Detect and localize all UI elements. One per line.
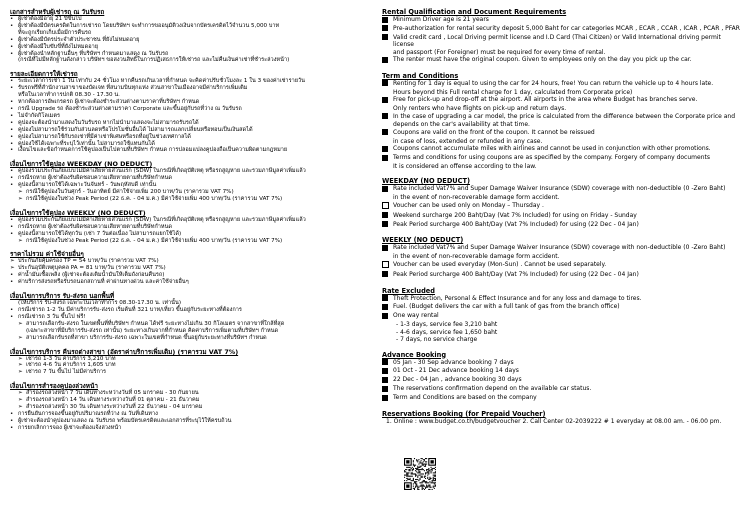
term-item bbox=[10, 182, 360, 189]
term-item bbox=[382, 295, 740, 304]
term-text: depends on the car's availability at that time. bbox=[393, 121, 530, 129]
term-text: คูปองรวมประกันภัยแบบไม่มีค่าเสียหายส่วนแรก (SDW) ในกรณีที่เกิดอุบัติเหตุ หรือรถสูญหาย และรวมภาษีมูลค่าเพิ่มแล้ว bbox=[18, 216, 306, 223]
term-item bbox=[382, 244, 740, 253]
term-text: Term and Conditions are based on the company bbox=[393, 394, 537, 402]
bullet-icon: ➢ bbox=[10, 258, 15, 265]
term-text: ผู้เช่าต้องมีบัตรเครดิตในการเช่ารถ โดยบริษัทฯ จะทำการขออนุมัติวงเงินจากบัตรเครดิตไว้จำนวน 5,000 บาท bbox=[18, 22, 280, 29]
bullet-icon: • bbox=[10, 417, 14, 424]
term-text: in the event of non-recoverable damage form accident. bbox=[393, 194, 560, 202]
term-item bbox=[10, 335, 360, 342]
section-heading: รายละเอียดการให้เช่ารถ bbox=[10, 70, 78, 79]
bullet-icon: • bbox=[10, 313, 14, 320]
bullet-icon: • bbox=[10, 147, 14, 154]
bullet-icon: • bbox=[10, 105, 14, 112]
square-bullet-icon bbox=[382, 367, 393, 376]
bullet-icon: ➢ bbox=[18, 334, 23, 341]
term-item bbox=[382, 271, 740, 280]
square-bullet-icon bbox=[382, 113, 393, 122]
term-item bbox=[10, 99, 360, 106]
term-item bbox=[382, 359, 740, 368]
term-item bbox=[382, 385, 740, 394]
term-text: Fuel. (Budget delivers the car with a full tank of gas from the branch office) bbox=[393, 303, 620, 311]
section-heading: Term and Conditions bbox=[382, 71, 459, 80]
term-item bbox=[10, 120, 360, 127]
term-text: Hours beyond this Full rental charge for 1 day, calculated from Corporate price) bbox=[393, 88, 633, 96]
bullet-icon: • bbox=[10, 36, 14, 43]
section-heading: ราคาไม่รวม ค่าใช้จ่ายอื่นๆ bbox=[10, 250, 84, 259]
term-item bbox=[382, 376, 740, 385]
bullet-icon: • bbox=[10, 223, 14, 230]
square-bullet-icon bbox=[382, 16, 393, 25]
term-text: คูปองไม่สามารถใช้ร่วมกับส่วนลดหรือโปรโมชั่นอื่นได้ ไม่สามารถแลกเปลี่ยนหรือทอนเป็นเงินสดได้ bbox=[18, 126, 253, 133]
term-item bbox=[382, 154, 740, 163]
term-text: คูปองนี้สามารถใช้ได้ทุกวัน (เช่า 7 วันต่อเนื่อง ไม่สามารถแยกใช้ได้) bbox=[18, 230, 182, 237]
term-text: Only renters who have flights on pick-up and return days. bbox=[393, 105, 567, 113]
square-bullet-icon bbox=[382, 34, 393, 43]
term-text: One way rental bbox=[393, 312, 439, 320]
term-item bbox=[10, 127, 360, 134]
term-item bbox=[10, 134, 360, 141]
bullet-icon: ➢ bbox=[18, 404, 23, 411]
section-heading: เอกสารสำหรับผู้เช่ารถ ณ วันรับรถ bbox=[10, 8, 105, 16]
term-item bbox=[10, 196, 360, 203]
bullet-icon: • bbox=[10, 112, 14, 119]
term-item bbox=[382, 367, 740, 376]
term-text: It is considered an offense according to the law. bbox=[393, 163, 537, 170]
term-text: กรณีใช้คูปองในช่วง Peak Period (22 ธ.ค. - 04 ม.ค.) มีค่าใช้จ่ายเพิ่ม 400 บาท/วัน (ราคารวม VAT 7%) bbox=[26, 237, 283, 244]
term-item bbox=[382, 303, 740, 312]
section-heading: เงื่อนไขการบริการ รับ-ส่งรถ นอกพื้นที่ bbox=[10, 292, 115, 301]
square-bullet-icon bbox=[382, 80, 393, 89]
square-bullet-icon bbox=[382, 312, 393, 321]
term-text: Minimum Driver age is 21 years bbox=[393, 16, 489, 23]
term-text: Free for pick-up and drop-off at the airport. All airports in the area where Budget has branches serve. bbox=[393, 96, 698, 104]
term-text: in case of loss, extended or refunded in any case. bbox=[393, 137, 543, 145]
bullet-icon: • bbox=[10, 78, 14, 85]
term-item bbox=[10, 404, 360, 411]
term-item bbox=[10, 321, 360, 328]
term-item bbox=[382, 394, 740, 403]
bullet-icon: ➢ bbox=[18, 195, 23, 202]
term-item bbox=[10, 307, 360, 314]
square-bullet-icon bbox=[382, 359, 393, 368]
term-text: ที่จะถูกเรียกเก็บเมื่อมีการคืนรถ bbox=[18, 29, 92, 36]
term-text: (เฉพาะสาขาที่มีบริการรับ-ส่งรถ เท่านั้น) ระยะทางเกินจากที่กำหนด คิดค่าบริการเพิ่มตามที่บริษัทฯ กำหนด bbox=[26, 327, 279, 334]
term-text: (กรณีที่ไม่มีหลักฐานดังกล่าว บริษัทฯ ขอสงวนสิทธิ์ในการปฏิเสธการให้เช่ารถ และไม่คืนเงินค่าเช่าที่ชำระล่วงหน้า) bbox=[18, 57, 290, 64]
bullet-icon: ➢ bbox=[10, 265, 15, 272]
term-text: ผู้เช่าต้องมีใบขับขี่ที่ยังไม่หมดอายุ bbox=[18, 43, 99, 50]
term-text: Peak Period surcharge 400 Baht/Day (Vat 7% Included) for using (22 Dec - 04 Jan) bbox=[393, 220, 639, 228]
term-item bbox=[382, 96, 740, 105]
term-text: การยืนยันการจองขึ้นอยู่กับปริมาณรถที่ว่าง ณ วันที่เดินทาง bbox=[18, 410, 158, 417]
term-item bbox=[382, 312, 740, 321]
term-text: 01 Oct - 21 Dec advance booking 14 days bbox=[393, 367, 519, 375]
term-text: กรณีเช่ารถ 1-2 วัน มีค่าบริการรับ-ส่งรถ เริ่มต้นที่ 321 บาท/เที่ยว ขึ้นอยู่กับระยะทางที่ต้องการ bbox=[18, 307, 242, 313]
term-text: ระยะเวลาการเช่า 1 วัน เท่ากับ 24 ชั่วโมง หากคืนรถเกินเวลาที่กำหนด จะคิดค่าปรับชั่วโมงละ 1 ใน 3 ของค่าเช่ารายวัน bbox=[18, 78, 305, 85]
term-item bbox=[382, 56, 740, 65]
term-text: Valid credit card , Local Driving permit license and I.D Card (Thai Citizen) or Valid International driving permit license bbox=[393, 33, 721, 49]
square-bullet-icon bbox=[382, 221, 393, 230]
section-heading: เงื่อนไขการใช้คูปอง WEEKLY (NO DEDUCT) bbox=[10, 208, 146, 217]
term-item bbox=[382, 16, 740, 25]
term-item bbox=[382, 113, 740, 122]
term-text: and passport (For Foreigner) must be required for every time of rental. bbox=[393, 48, 606, 56]
term-item bbox=[10, 224, 360, 231]
square-bullet-icon bbox=[382, 56, 393, 65]
section-heading: เงื่อนไขการใช้คูปอง WEEKDAY (NO DEDUCT) bbox=[10, 160, 153, 169]
term-item bbox=[10, 147, 360, 154]
term-text: ผู้เช่าต้องนำหลักฐานอื่นๆ ที่บริษัทฯ กำหนดมาแสดง ณ วันรับรถ bbox=[18, 50, 169, 57]
bullet-icon: ➢ bbox=[18, 237, 23, 244]
term-text: 05 Jan - 30 Sep advance booking 7 days bbox=[393, 358, 514, 366]
term-text: หากต้องการอัพเกรดรถ ผู้เช่าจะต้องชำระส่วนต่างตามราคาที่บริษัทฯ กำหนด bbox=[18, 99, 200, 106]
term-item bbox=[10, 418, 360, 425]
section-heading: เงื่อนไขการสำรองคูปองล่วงหน้า bbox=[10, 382, 98, 391]
square-bullet-icon bbox=[382, 303, 393, 312]
term-text: Voucher can be used only on Monday – Thursday . bbox=[393, 201, 544, 209]
square-bullet-icon bbox=[382, 385, 393, 394]
bullet-icon: • bbox=[10, 126, 14, 133]
bullet-icon: • bbox=[10, 133, 14, 140]
bullet-icon: • bbox=[10, 410, 14, 417]
bullet-icon: • bbox=[10, 16, 14, 22]
term-item bbox=[10, 369, 360, 376]
term-text: In the case of upgrading a car model, the price is calculated from the difference between the Corporate price and bbox=[393, 112, 736, 120]
term-text: รับรถฟรีที่สำนักงานสาขาของบัดเจท ที่สนามบินทุกแห่ง ส่วนสาขาในเมืองอาจมีค่าบริการเพิ่มเติม bbox=[18, 85, 248, 92]
bullet-icon: ➢ bbox=[18, 189, 23, 196]
bullet-icon: • bbox=[10, 175, 14, 182]
term-item bbox=[382, 145, 740, 154]
term-text: ค่าน้ำมันเชื้อเพลิง (ผู้เช่าจะต้องเติมน้ำมันให้เต็มถังก่อนคืนรถ) bbox=[18, 272, 165, 279]
term-text: - 4-6 days, service fee 1,650 baht bbox=[396, 328, 498, 336]
term-text: in the event of non-recoverable damage form accident. bbox=[393, 253, 560, 261]
section-heading: WEEKLY (NO DEDUCT) bbox=[382, 236, 464, 245]
term-text: สามารถเลือกรับ-ส่งรถ ในเขตพื้นที่ที่บริษัทฯ กำหนด ได้ฟรี ระยะทางไม่เกิน 30 กิโลเมตร จากสาขาที่ใกล้ที่สุด bbox=[26, 320, 285, 327]
square-bullet-icon bbox=[382, 202, 393, 212]
term-item bbox=[382, 202, 740, 212]
term-text: Theft Protection, Personal & Effect Insurance and for any loss and damage to tires. bbox=[393, 294, 642, 302]
section-heading: เงื่อนไขการบริการ คืนรถต่างสาขา (อัตราค่าบริการเพิ่มเติม) (ราคารวม VAT 7%) bbox=[10, 347, 239, 356]
term-item bbox=[10, 106, 360, 113]
bullet-icon: • bbox=[10, 279, 14, 286]
term-text: การยกเลิกการจอง ผู้เช่าจะต้องแจ้งล่วงหน้า bbox=[18, 424, 122, 431]
term-text: ผู้เช่าต้องมีบัตรประจำตัวประชาชน ที่ยังไม่หมดอายุ bbox=[18, 36, 140, 43]
term-text: The renter must have the original coupon. Given to employees only on the day you pick up the car. bbox=[393, 56, 692, 64]
term-text: Rate included Vat7% and Super Damage Waiver Insurance (SDW) coverage with non-deductible (0 -Zero Baht) bbox=[393, 244, 726, 252]
bullet-icon: ➢ bbox=[18, 369, 23, 376]
term-item bbox=[10, 328, 360, 335]
term-item bbox=[382, 212, 740, 221]
term-item bbox=[10, 30, 360, 37]
square-bullet-icon bbox=[382, 212, 393, 221]
term-item bbox=[10, 425, 360, 432]
square-bullet-icon bbox=[382, 376, 393, 385]
bullet-icon: • bbox=[10, 272, 14, 279]
term-text: กรณีรถหาย ผู้เช่าต้องรับผิดชอบความเสียหายตามที่บริษัทกำหนด bbox=[18, 223, 173, 230]
term-item bbox=[10, 217, 360, 224]
bullet-icon: • bbox=[10, 140, 14, 147]
section-heading: Rental Qualification and Document Requirements bbox=[382, 8, 567, 16]
term-text: Renting for 1 day is equal to using the car for 24 hours, free! You can return the vehicle up to 4 hours late. bbox=[393, 79, 714, 87]
term-text: Pre-authorization for rental security deposit 5,000 Baht for car categories MCAR , ECAR , CCAR , ICAR , PCAR , PFAR bbox=[393, 24, 740, 32]
term-text: ค่าบริการส่งรถหรือรับรถนอกสถานที่ ค่าผ่านทางด่วน และค่าใช้จ่ายอื่นๆ bbox=[18, 279, 189, 286]
section-heading: Advance Booking bbox=[382, 350, 447, 359]
bullet-icon: • bbox=[10, 99, 14, 106]
square-bullet-icon bbox=[382, 129, 393, 138]
square-bullet-icon bbox=[382, 96, 393, 105]
bullet-icon: • bbox=[10, 216, 14, 223]
term-text: Coupons are valid on the front of the coupon. It cannot be reissued bbox=[393, 128, 595, 136]
term-item bbox=[10, 231, 360, 238]
qr-code-icon[interactable] bbox=[404, 458, 436, 490]
term-text: 22 Dec - 04 Jan , advance booking 30 days bbox=[393, 376, 522, 384]
term-item bbox=[10, 113, 360, 120]
term-text: ผู้เช่าจะต้องนำคูปองมาแสดง ณ วันรับรถ พร้อมบัตรเครดิตและเอกสารที่ระบุไว้ให้ครบถ้วน bbox=[18, 417, 232, 424]
section-heading: WEEKDAY (NO DEDUCT) bbox=[382, 177, 470, 186]
term-text: สำรองรถล่วงหน้า 14 วัน เดินทางระหว่างวันที่ 01 ตุลาคม - 21 ธันวาคม bbox=[26, 397, 200, 404]
term-item bbox=[10, 16, 360, 23]
term-text: ไม่จำกัดกิโลเมตร bbox=[18, 112, 60, 119]
term-item bbox=[10, 189, 360, 196]
term-text: คูปองใช้ได้เฉพาะที่ระบุไว้เท่านั้น ไม่สามารถใช้แทนกันได้ bbox=[18, 140, 155, 147]
term-item bbox=[382, 34, 740, 49]
term-text: ประกันภัยคุ้มครอง TP = 54 บาท/วัน (ราคารวม VAT 7%) bbox=[18, 258, 159, 265]
term-text: กรณีใช้คูปองในช่วง Peak Period (22 ธ.ค. - 04 ม.ค.) มีค่าใช้จ่ายเพิ่ม 400 บาท/วัน (ราคารวม VAT 7%) bbox=[26, 195, 283, 202]
term-item bbox=[382, 129, 740, 138]
bullet-icon: • bbox=[10, 424, 14, 431]
term-item bbox=[382, 80, 740, 89]
bullet-icon: ➢ bbox=[18, 397, 23, 404]
square-bullet-icon bbox=[382, 185, 393, 194]
term-text: ผู้เช่าต้องมีอายุ 21 ปีขึ้นไป bbox=[18, 16, 82, 22]
bullet-icon: • bbox=[10, 182, 14, 189]
term-item bbox=[10, 314, 360, 321]
bullet-icon: ➢ bbox=[18, 355, 23, 362]
term-text: - 1-3 days, service fee 3,210 baht bbox=[396, 321, 498, 329]
term-item bbox=[382, 185, 740, 194]
term-item bbox=[10, 57, 360, 64]
bullet-icon: • bbox=[10, 119, 14, 126]
square-bullet-icon bbox=[382, 154, 393, 163]
bullet-icon: • bbox=[10, 50, 14, 57]
term-item bbox=[10, 279, 360, 286]
bullet-icon: • bbox=[10, 168, 14, 175]
square-bullet-icon bbox=[382, 394, 393, 403]
english-terms-column bbox=[382, 8, 740, 425]
term-text: Peak Period surcharge 400 Baht/Day (Vat 7% Included) for using (22 Dec - 04 Jan) bbox=[393, 270, 639, 278]
term-text: - 7 days, no service charge bbox=[396, 336, 478, 344]
term-text: เช่ารถ 4-6 วัน ค่าบริการ 1,605 บาท bbox=[26, 362, 116, 369]
bullet-icon: • bbox=[10, 22, 14, 29]
term-item bbox=[382, 261, 740, 271]
term-text: คูปองนี้สามารถใช้ได้เฉพาะวันจันทร์ - วันพฤหัสบดี เท่านั้น bbox=[18, 182, 157, 189]
term-text: กรณีใช้คูปองในวันศุกร์ - วันอาทิตย์ มีค่าใช้จ่ายเพิ่ม 200 บาท/วัน (ราคารวม VAT 7%) bbox=[26, 189, 234, 196]
term-text: ประกันอุบัติเหตุบุคคล PA = 81 บาท/วัน (ราคารวม VAT 7%) bbox=[18, 265, 166, 272]
term-text: กรณี Upgrade รถ ต้องชำระส่วนต่างตามราคา Corporate และขึ้นอยู่กับรถที่ว่าง ณ วันรับรถ bbox=[18, 105, 242, 112]
term-text: คูปองไม่สามารถใช้กับรถเช่าที่มีค่าเช่าพิเศษหรือรถที่อยู่ในช่วงเทศกาลได้ bbox=[18, 133, 191, 140]
square-bullet-icon bbox=[382, 25, 393, 34]
term-item bbox=[10, 300, 360, 307]
term-text: 1. Online : www.budget.co.th/budgetvoucher 2. Call Center 02-2039222 # 1 everyday at 08.00 am. - 06.00 pm. bbox=[386, 418, 722, 426]
term-text: เช่ารถ 7 วัน ขึ้นไป ไม่มีค่าบริการ bbox=[26, 369, 107, 376]
section-heading: Rate Excluded bbox=[382, 286, 435, 295]
square-bullet-icon bbox=[382, 295, 393, 304]
square-bullet-icon bbox=[382, 145, 393, 154]
bullet-icon: • bbox=[10, 85, 14, 92]
term-item bbox=[10, 23, 360, 30]
term-text: สำรองรถล่วงหน้า 7 วัน เดินทางระหว่างวันที่ 05 มกราคม - 30 กันยายน bbox=[26, 390, 199, 397]
term-text: Voucher can be used everyday (Mon-Sun) . Cannot be used separately. bbox=[393, 260, 607, 268]
term-text: The reservations confirmation depend on the available car status. bbox=[393, 385, 592, 393]
thai-terms-column bbox=[10, 8, 360, 432]
term-text: Terms and conditions for using coupons are as specified by the company. Forgery of company documents bbox=[393, 154, 710, 162]
term-item bbox=[10, 238, 360, 245]
section-heading: Reservations Booking (for Prepaid Voucher) bbox=[382, 410, 546, 419]
term-text: (ให้บริการ รับ-ส่งรถ เฉพาะในเวลาทำการ 08.30-17.30 น. เท่านั้น) bbox=[18, 300, 181, 307]
bullet-icon: ➢ bbox=[18, 390, 23, 397]
term-text: Coupons cannot accumulate miles with airlines and cannot be used in conjunction with other promotions. bbox=[393, 145, 711, 153]
term-item bbox=[10, 37, 360, 44]
term-item bbox=[382, 221, 740, 230]
term-text: คูปองจะต้องนำมาแสดงในวันรับรถ หากไม่นำมาแสดงจะไม่สามารถรับรถได้ bbox=[18, 119, 199, 126]
term-text: คูปองรวมประกันภัยแบบไม่มีค่าเสียหายส่วนแรก (SDW) ในกรณีที่เกิดอุบัติเหตุ หรือรถสูญหาย และรวมภาษีมูลค่าเพิ่มแล้ว bbox=[18, 168, 306, 175]
bullet-icon: • bbox=[10, 307, 14, 313]
bullet-icon: ➢ bbox=[18, 362, 23, 369]
term-text: หรือในเวลาทำการปกติ 08.30 - 17.30 น. bbox=[18, 92, 120, 99]
term-text: กรณีรถหาย ผู้เช่าต้องรับผิดชอบความเสียหายตามที่บริษัทกำหนด bbox=[18, 175, 173, 182]
term-item bbox=[10, 411, 360, 418]
square-bullet-icon bbox=[382, 261, 393, 271]
term-item bbox=[10, 44, 360, 51]
term-text: สามารถเลือกรับรถที่สาขา บริการรับ-ส่งรถ เฉพาะในเขตที่กำหนด ขึ้นอยู่กับระยะทางที่บริษัทฯ กำหนด bbox=[26, 334, 267, 341]
term-text: Weekend surcharge 200 Baht/Day (Vat 7% Included) for using on Friday - Sunday bbox=[393, 211, 637, 219]
bullet-icon: • bbox=[10, 230, 14, 237]
term-text: เช่ารถ 1-3 วัน ค่าบริการ 3,210 บาท bbox=[26, 355, 116, 362]
term-text: เงื่อนไขและข้อกำหนดการใช้คูปองเป็นไปตามที่บริษัทฯ กำหนด การปลอมแปลงคูปองถือเป็นความผิดตามกฎหมาย bbox=[18, 147, 288, 154]
bullet-icon: ➢ bbox=[18, 320, 23, 327]
term-text: สำรองรถล่วงหน้า 30 วัน เดินทางระหว่างวันที่ 22 ธันวาคม - 04 มกราคม bbox=[26, 404, 203, 411]
term-item bbox=[382, 25, 740, 34]
square-bullet-icon bbox=[382, 244, 393, 253]
square-bullet-icon bbox=[382, 271, 393, 280]
bullet-icon: • bbox=[10, 43, 14, 50]
term-text: กรณีเช่ารถ 3 วัน ขึ้นไป ฟรี! bbox=[18, 313, 86, 320]
term-text: Rate included Vat7% and Super Damage Waiver Insurance (SDW) coverage with non-deductible (0 -Zero Baht) bbox=[393, 185, 726, 193]
